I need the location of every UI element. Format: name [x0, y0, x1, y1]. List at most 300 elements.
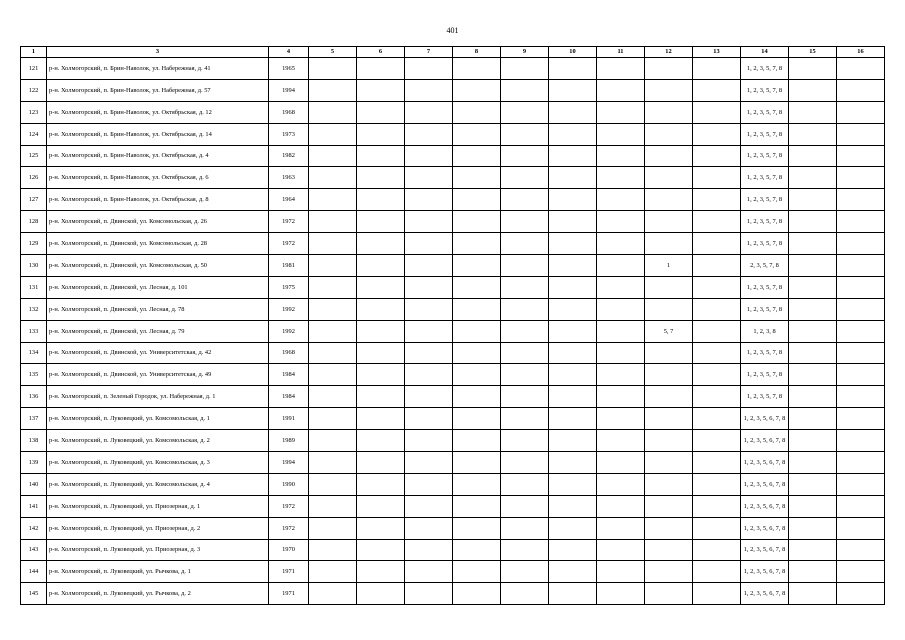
col-5-cell: [309, 123, 357, 145]
table-row: [21, 101, 885, 123]
address-cell: р-н. Холмогорский, п. Луковецкий, ул. Приозерная, д. 3: [47, 539, 269, 561]
col-9-cell: [501, 79, 549, 101]
year-cell: 1968: [269, 342, 309, 364]
table-row: [21, 386, 885, 408]
col-11-cell: [597, 101, 645, 123]
col-6-cell: [357, 233, 405, 255]
col-13-cell: [693, 58, 741, 80]
col-16-cell: [837, 167, 885, 189]
col-10-cell: [549, 189, 597, 211]
col-15-cell: [789, 167, 837, 189]
year-cell: 1973: [269, 123, 309, 145]
address-cell: р-н. Холмогорский, п. Луковецкий, ул. Приозерная, д. 2: [47, 517, 269, 539]
row-number-cell: 131: [21, 276, 47, 298]
col-14-cell: 1, 2, 3, 5, 7, 8: [741, 58, 789, 80]
col-5-cell: [309, 452, 357, 474]
year-cell: 1982: [269, 145, 309, 167]
col-9-cell: [501, 167, 549, 189]
col-6-cell: [357, 79, 405, 101]
col-16-cell: [837, 255, 885, 277]
table-row: [21, 430, 885, 452]
col-15-cell: [789, 145, 837, 167]
col-8-cell: [453, 79, 501, 101]
address-cell: р-н. Холмогорский, п. Брин-Наволок, ул. Октябрьская, д. 6: [47, 167, 269, 189]
col-6-cell: [357, 58, 405, 80]
col-7-cell: [405, 408, 453, 430]
col-13-cell: [693, 583, 741, 605]
col-15-cell: [789, 452, 837, 474]
col-13-cell: [693, 101, 741, 123]
col-14-cell: 1, 2, 3, 5, 6, 7, 8: [741, 539, 789, 561]
col-8-cell: [453, 276, 501, 298]
col-7-cell: [405, 167, 453, 189]
table-row: [21, 189, 885, 211]
col-9-cell: [501, 473, 549, 495]
col-15-cell: [789, 430, 837, 452]
col-13-cell: [693, 211, 741, 233]
table-row: [21, 561, 885, 583]
col-16-cell: [837, 276, 885, 298]
col-14-cell: 1, 2, 3, 5, 7, 8: [741, 189, 789, 211]
col-7-cell: [405, 517, 453, 539]
col-7-cell: [405, 233, 453, 255]
table-row: [21, 320, 885, 342]
col-8-cell: [453, 58, 501, 80]
col-15-cell: [789, 473, 837, 495]
col-9-cell: [501, 430, 549, 452]
address-cell: р-н. Холмогорский, п. Луковецкий, ул. Приозерная, д. 1: [47, 495, 269, 517]
col-13-cell: [693, 255, 741, 277]
address-cell: р-н. Холмогорский, п. Зеленый Городок, ул. Набережная, д. 1: [47, 386, 269, 408]
column-header: 13: [693, 47, 741, 58]
address-cell: р-н. Холмогорский, п. Луковецкий, ул. Рычкова, д. 1: [47, 561, 269, 583]
col-13-cell: [693, 364, 741, 386]
col-12-cell: [645, 101, 693, 123]
col-13-cell: [693, 539, 741, 561]
row-number-cell: 141: [21, 495, 47, 517]
col-8-cell: [453, 430, 501, 452]
col-16-cell: [837, 452, 885, 474]
col-14-cell: 1, 2, 3, 5, 7, 8: [741, 364, 789, 386]
col-6-cell: [357, 561, 405, 583]
year-cell: 1984: [269, 386, 309, 408]
col-6-cell: [357, 452, 405, 474]
col-10-cell: [549, 276, 597, 298]
col-14-cell: 2, 3, 5, 7, 8: [741, 255, 789, 277]
col-10-cell: [549, 298, 597, 320]
col-7-cell: [405, 123, 453, 145]
column-header: 16: [837, 47, 885, 58]
col-15-cell: [789, 364, 837, 386]
col-13-cell: [693, 452, 741, 474]
col-10-cell: [549, 495, 597, 517]
col-12-cell: [645, 79, 693, 101]
col-5-cell: [309, 430, 357, 452]
table-body: [21, 58, 885, 605]
col-15-cell: [789, 408, 837, 430]
col-12-cell: 5, 7: [645, 320, 693, 342]
col-16-cell: [837, 517, 885, 539]
col-16-cell: [837, 408, 885, 430]
col-11-cell: [597, 408, 645, 430]
col-12-cell: [645, 189, 693, 211]
col-15-cell: [789, 320, 837, 342]
table-row: [21, 364, 885, 386]
col-14-cell: 1, 2, 3, 5, 6, 7, 8: [741, 430, 789, 452]
col-6-cell: [357, 276, 405, 298]
col-7-cell: [405, 473, 453, 495]
table-row: [21, 539, 885, 561]
year-cell: 1992: [269, 298, 309, 320]
col-5-cell: [309, 145, 357, 167]
col-10-cell: [549, 430, 597, 452]
address-cell: р-н. Холмогорский, п. Луковецкий, ул. Комсомольская, д. 4: [47, 473, 269, 495]
col-8-cell: [453, 342, 501, 364]
col-8-cell: [453, 364, 501, 386]
col-6-cell: [357, 211, 405, 233]
col-9-cell: [501, 561, 549, 583]
col-16-cell: [837, 495, 885, 517]
col-10-cell: [549, 386, 597, 408]
row-number-cell: 136: [21, 386, 47, 408]
col-5-cell: [309, 364, 357, 386]
col-16-cell: [837, 145, 885, 167]
col-7-cell: [405, 211, 453, 233]
row-number-cell: 125: [21, 145, 47, 167]
col-11-cell: [597, 276, 645, 298]
col-6-cell: [357, 145, 405, 167]
col-15-cell: [789, 517, 837, 539]
col-5-cell: [309, 386, 357, 408]
col-13-cell: [693, 517, 741, 539]
col-6-cell: [357, 408, 405, 430]
col-15-cell: [789, 233, 837, 255]
col-13-cell: [693, 189, 741, 211]
col-14-cell: 1, 2, 3, 5, 7, 8: [741, 79, 789, 101]
col-7-cell: [405, 101, 453, 123]
col-7-cell: [405, 495, 453, 517]
col-16-cell: [837, 473, 885, 495]
col-8-cell: [453, 408, 501, 430]
col-13-cell: [693, 408, 741, 430]
col-6-cell: [357, 539, 405, 561]
col-6-cell: [357, 123, 405, 145]
col-6-cell: [357, 386, 405, 408]
col-5-cell: [309, 539, 357, 561]
col-15-cell: [789, 583, 837, 605]
address-cell: р-н. Холмогорский, п. Брин-Наволок, ул. Октябрьская, д. 12: [47, 101, 269, 123]
col-9-cell: [501, 211, 549, 233]
col-12-cell: [645, 298, 693, 320]
col-6-cell: [357, 101, 405, 123]
col-6-cell: [357, 342, 405, 364]
col-16-cell: [837, 364, 885, 386]
col-9-cell: [501, 276, 549, 298]
col-11-cell: [597, 473, 645, 495]
col-9-cell: [501, 101, 549, 123]
row-number-cell: 122: [21, 79, 47, 101]
col-6-cell: [357, 255, 405, 277]
col-16-cell: [837, 233, 885, 255]
col-9-cell: [501, 452, 549, 474]
col-8-cell: [453, 473, 501, 495]
col-12-cell: [645, 386, 693, 408]
address-cell: р-н. Холмогорский, п. Двинской, ул. Комсомольская, д. 26: [47, 211, 269, 233]
row-number-cell: 121: [21, 58, 47, 80]
table-row: [21, 517, 885, 539]
col-5-cell: [309, 255, 357, 277]
col-13-cell: [693, 430, 741, 452]
table-row: [21, 473, 885, 495]
table-row: [21, 58, 885, 80]
col-12-cell: [645, 452, 693, 474]
table-row: [21, 408, 885, 430]
table-row: [21, 255, 885, 277]
col-16-cell: [837, 298, 885, 320]
col-15-cell: [789, 298, 837, 320]
col-11-cell: [597, 583, 645, 605]
page-number: 401: [446, 26, 459, 35]
address-cell: р-н. Холмогорский, п. Брин-Наволок, ул. Набережная, д. 57: [47, 79, 269, 101]
col-7-cell: [405, 583, 453, 605]
col-9-cell: [501, 386, 549, 408]
col-15-cell: [789, 255, 837, 277]
col-15-cell: [789, 561, 837, 583]
col-8-cell: [453, 167, 501, 189]
col-14-cell: 1, 2, 3, 5, 7, 8: [741, 276, 789, 298]
address-cell: р-н. Холмогорский, п. Двинской, ул. Университетская, д. 49: [47, 364, 269, 386]
col-7-cell: [405, 276, 453, 298]
col-15-cell: [789, 276, 837, 298]
col-13-cell: [693, 79, 741, 101]
row-number-cell: 124: [21, 123, 47, 145]
col-5-cell: [309, 408, 357, 430]
col-5-cell: [309, 320, 357, 342]
col-8-cell: [453, 583, 501, 605]
address-cell: р-н. Холмогорский, п. Двинской, ул. Комсомольская, д. 50: [47, 255, 269, 277]
year-cell: 1975: [269, 276, 309, 298]
col-10-cell: [549, 517, 597, 539]
col-12-cell: [645, 408, 693, 430]
col-13-cell: [693, 276, 741, 298]
col-6-cell: [357, 430, 405, 452]
address-cell: р-н. Холмогорский, п. Луковецкий, ул. Комсомольская, д. 2: [47, 430, 269, 452]
col-12-cell: [645, 539, 693, 561]
col-9-cell: [501, 58, 549, 80]
table-row: [21, 211, 885, 233]
address-cell: р-н. Холмогорский, п. Двинской, ул. Лесная, д. 79: [47, 320, 269, 342]
col-15-cell: [789, 123, 837, 145]
row-number-cell: 129: [21, 233, 47, 255]
col-6-cell: [357, 473, 405, 495]
col-7-cell: [405, 386, 453, 408]
col-15-cell: [789, 189, 837, 211]
address-cell: р-н. Холмогорский, п. Двинской, ул. Университетская, д. 42: [47, 342, 269, 364]
col-6-cell: [357, 298, 405, 320]
row-number-cell: 134: [21, 342, 47, 364]
col-9-cell: [501, 320, 549, 342]
col-11-cell: [597, 211, 645, 233]
col-12-cell: [645, 495, 693, 517]
row-number-cell: 133: [21, 320, 47, 342]
col-14-cell: 1, 2, 3, 8: [741, 320, 789, 342]
col-12-cell: 1: [645, 255, 693, 277]
col-10-cell: [549, 364, 597, 386]
column-header: 6: [357, 47, 405, 58]
col-6-cell: [357, 517, 405, 539]
col-16-cell: [837, 386, 885, 408]
year-cell: 1989: [269, 430, 309, 452]
col-14-cell: 1, 2, 3, 5, 6, 7, 8: [741, 495, 789, 517]
table-row: [21, 495, 885, 517]
col-16-cell: [837, 189, 885, 211]
header-row: [21, 47, 885, 58]
col-7-cell: [405, 320, 453, 342]
col-10-cell: [549, 211, 597, 233]
col-9-cell: [501, 495, 549, 517]
col-8-cell: [453, 539, 501, 561]
column-header: 8: [453, 47, 501, 58]
col-12-cell: [645, 364, 693, 386]
col-12-cell: [645, 145, 693, 167]
year-cell: 1984: [269, 364, 309, 386]
col-12-cell: [645, 561, 693, 583]
year-cell: 1972: [269, 211, 309, 233]
address-cell: р-н. Холмогорский, п. Луковецкий, ул. Рычкова, д. 2: [47, 583, 269, 605]
col-6-cell: [357, 583, 405, 605]
col-16-cell: [837, 561, 885, 583]
col-8-cell: [453, 211, 501, 233]
col-10-cell: [549, 342, 597, 364]
col-11-cell: [597, 255, 645, 277]
col-11-cell: [597, 539, 645, 561]
col-10-cell: [549, 561, 597, 583]
col-7-cell: [405, 189, 453, 211]
col-6-cell: [357, 320, 405, 342]
col-13-cell: [693, 386, 741, 408]
col-11-cell: [597, 298, 645, 320]
col-16-cell: [837, 320, 885, 342]
col-11-cell: [597, 495, 645, 517]
col-6-cell: [357, 495, 405, 517]
col-11-cell: [597, 79, 645, 101]
col-5-cell: [309, 79, 357, 101]
col-9-cell: [501, 517, 549, 539]
col-5-cell: [309, 473, 357, 495]
col-12-cell: [645, 123, 693, 145]
col-13-cell: [693, 233, 741, 255]
col-11-cell: [597, 145, 645, 167]
column-header: 14: [741, 47, 789, 58]
col-6-cell: [357, 364, 405, 386]
row-number-cell: 128: [21, 211, 47, 233]
row-number-cell: 137: [21, 408, 47, 430]
col-10-cell: [549, 255, 597, 277]
column-header: 9: [501, 47, 549, 58]
year-cell: 1994: [269, 452, 309, 474]
col-14-cell: 1, 2, 3, 5, 6, 7, 8: [741, 473, 789, 495]
col-15-cell: [789, 342, 837, 364]
col-14-cell: 1, 2, 3, 5, 6, 7, 8: [741, 561, 789, 583]
col-7-cell: [405, 298, 453, 320]
col-16-cell: [837, 101, 885, 123]
column-header: 12: [645, 47, 693, 58]
column-header: 1: [21, 47, 47, 58]
col-9-cell: [501, 583, 549, 605]
col-10-cell: [549, 101, 597, 123]
address-cell: р-н. Холмогорский, п. Двинской, ул. Комсомольская, д. 28: [47, 233, 269, 255]
col-8-cell: [453, 495, 501, 517]
col-9-cell: [501, 233, 549, 255]
col-11-cell: [597, 342, 645, 364]
address-cell: р-н. Холмогорский, п. Двинской, ул. Лесная, д. 78: [47, 298, 269, 320]
col-8-cell: [453, 386, 501, 408]
row-number-cell: 138: [21, 430, 47, 452]
row-number-cell: 123: [21, 101, 47, 123]
col-10-cell: [549, 452, 597, 474]
year-cell: 1971: [269, 583, 309, 605]
year-cell: 1972: [269, 495, 309, 517]
col-8-cell: [453, 101, 501, 123]
col-12-cell: [645, 167, 693, 189]
address-cell: р-н. Холмогорский, п. Брин-Наволок, ул. Октябрьская, д. 8: [47, 189, 269, 211]
table-row: [21, 167, 885, 189]
col-5-cell: [309, 233, 357, 255]
col-16-cell: [837, 342, 885, 364]
address-cell: р-н. Холмогорский, п. Двинской, ул. Лесная, д. 101: [47, 276, 269, 298]
year-cell: 1981: [269, 255, 309, 277]
col-14-cell: 1, 2, 3, 5, 7, 8: [741, 298, 789, 320]
col-14-cell: 1, 2, 3, 5, 7, 8: [741, 145, 789, 167]
table-row: [21, 123, 885, 145]
col-8-cell: [453, 255, 501, 277]
col-13-cell: [693, 123, 741, 145]
year-cell: 1994: [269, 79, 309, 101]
col-7-cell: [405, 145, 453, 167]
col-11-cell: [597, 517, 645, 539]
row-number-cell: 144: [21, 561, 47, 583]
table-row: [21, 233, 885, 255]
year-cell: 1963: [269, 167, 309, 189]
col-5-cell: [309, 495, 357, 517]
col-5-cell: [309, 583, 357, 605]
col-9-cell: [501, 408, 549, 430]
col-11-cell: [597, 167, 645, 189]
col-11-cell: [597, 561, 645, 583]
column-header: 11: [597, 47, 645, 58]
column-header: 10: [549, 47, 597, 58]
col-10-cell: [549, 583, 597, 605]
address-cell: р-н. Холмогорский, п. Брин-Наволок, ул. Набережная, д. 41: [47, 58, 269, 80]
col-13-cell: [693, 342, 741, 364]
col-10-cell: [549, 123, 597, 145]
col-13-cell: [693, 145, 741, 167]
col-8-cell: [453, 320, 501, 342]
col-5-cell: [309, 561, 357, 583]
col-10-cell: [549, 145, 597, 167]
col-11-cell: [597, 452, 645, 474]
row-number-cell: 139: [21, 452, 47, 474]
year-cell: 1990: [269, 473, 309, 495]
col-14-cell: 1, 2, 3, 5, 7, 8: [741, 342, 789, 364]
row-number-cell: 130: [21, 255, 47, 277]
col-14-cell: 1, 2, 3, 5, 6, 7, 8: [741, 517, 789, 539]
col-16-cell: [837, 583, 885, 605]
col-13-cell: [693, 561, 741, 583]
col-11-cell: [597, 364, 645, 386]
table-row: [21, 342, 885, 364]
col-12-cell: [645, 583, 693, 605]
